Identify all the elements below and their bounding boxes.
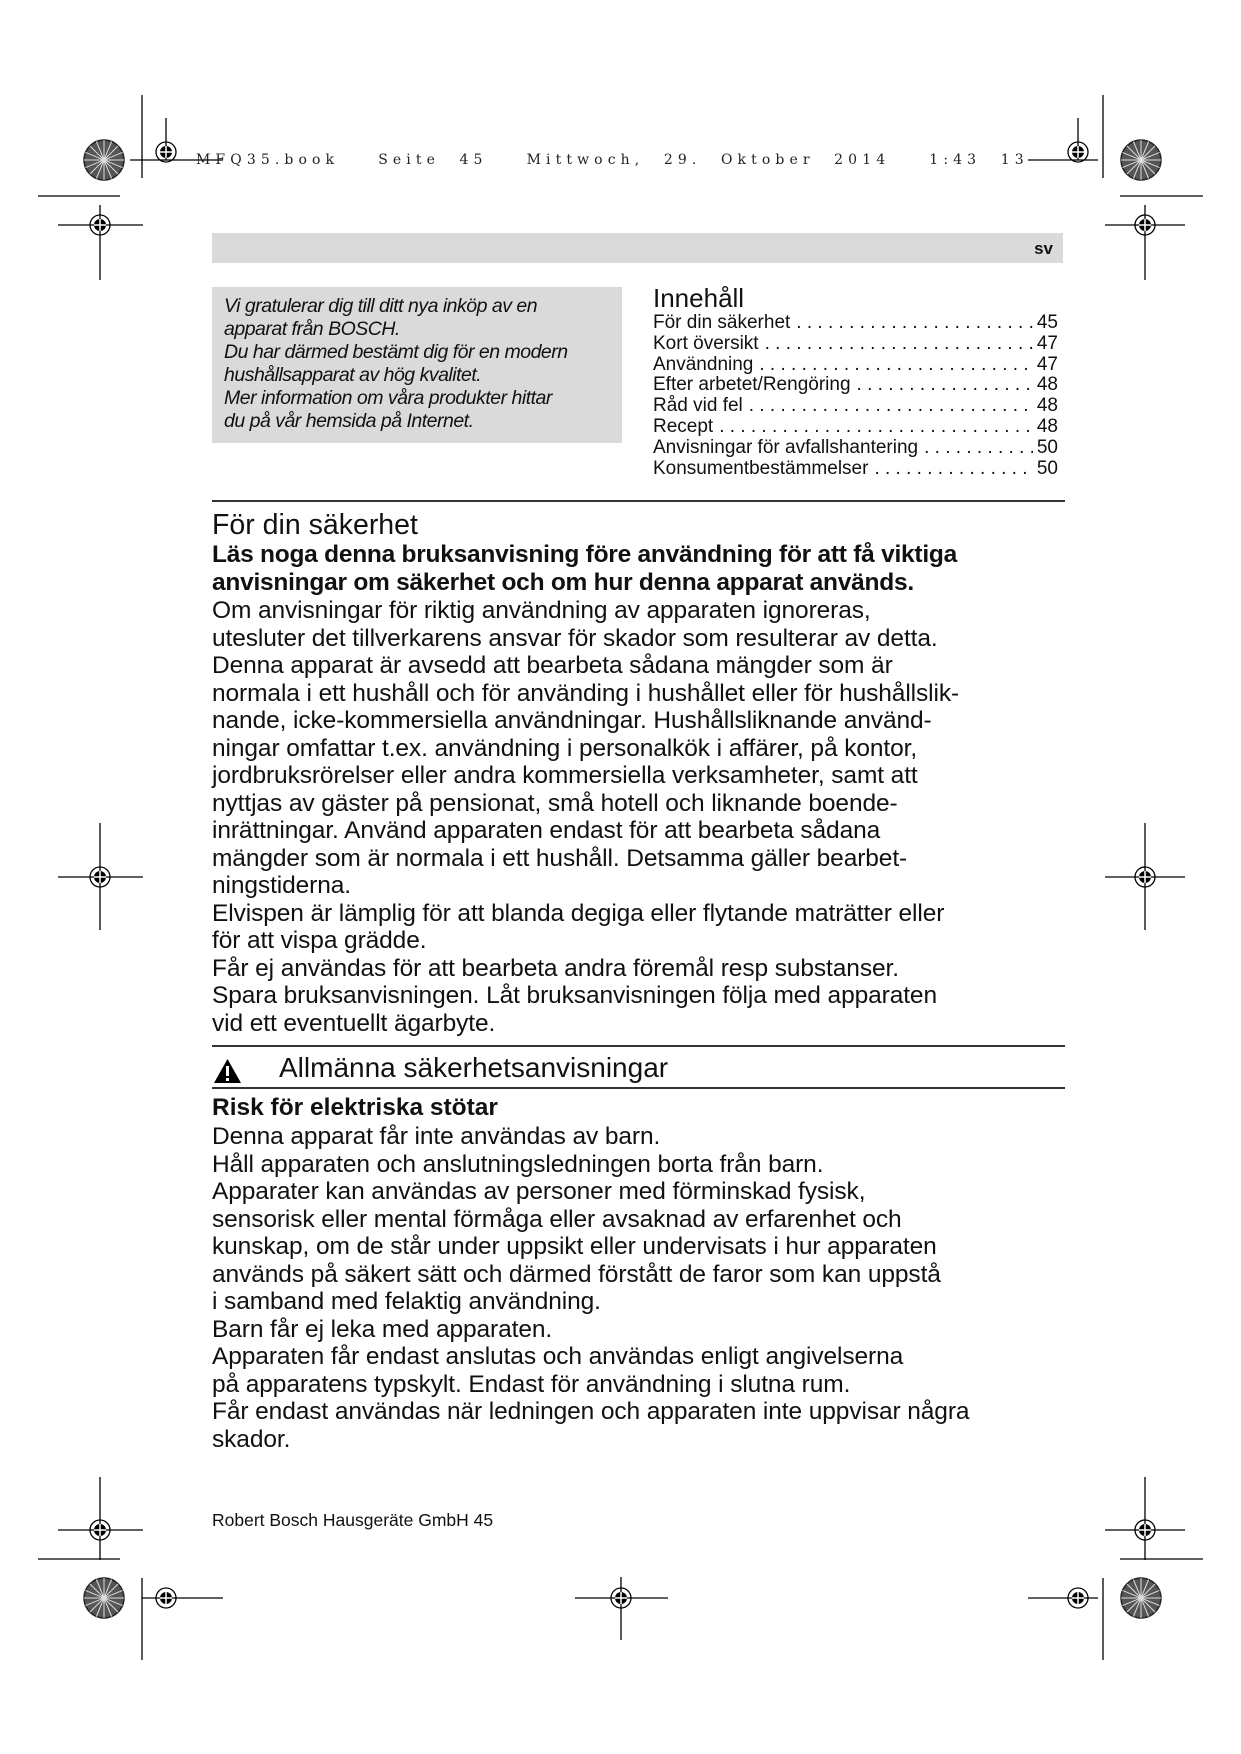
- toc-entry[interactable]: [653, 459, 1058, 480]
- toc-entry-label: Råd vid fel: [653, 395, 743, 417]
- table-of-contents: [653, 283, 1058, 479]
- toc-entry-label: Användning: [653, 353, 754, 375]
- text-line: Får ej användas för att bearbeta andra föremål resp substanser.: [212, 954, 899, 982]
- intro-line: Mer information om våra produkter hittar: [224, 387, 552, 409]
- intro-line: du på vår hemsida på Internet.: [224, 410, 474, 432]
- text-line: inrättningar. Använd apparaten endast för att bearbeta sådana: [212, 817, 881, 844]
- toc-entry-label: Anvisningar för avfallshantering: [653, 436, 919, 458]
- text-line: för att vispa grädde.: [212, 927, 427, 954]
- text-line: normala i ett hushåll och för använding i hushållet eller för hushållslik-: [212, 679, 960, 707]
- text-line: används på säkert sätt och därmed förstått de faror som kan uppstå: [212, 1260, 941, 1288]
- text-line: vid ett eventuellt ägarbyte.: [212, 1009, 496, 1037]
- intro-line: Vi gratulerar dig till ditt nya inköp av en: [224, 295, 538, 317]
- text-line: Denna apparat får inte användas av barn.: [212, 1123, 661, 1150]
- divider: [212, 1045, 1065, 1047]
- text-line: ningstiderna.: [212, 872, 351, 899]
- subsection-title: Allmänna säkerhetsanvisningar: [279, 1052, 669, 1083]
- warning-icon: [213, 1058, 242, 1084]
- text-line: nyttjas av gäster på pensionat, små hotell och liknande boende-: [212, 789, 898, 817]
- toc-entry-page: 45: [1036, 312, 1058, 333]
- toc-entry-label: Efter arbetet/Rengöring: [653, 374, 851, 396]
- page-footer: Robert Bosch Hausgeräte GmbH 45: [212, 1510, 494, 1530]
- toc-entry-label: Konsumentbestämmelser: [653, 457, 869, 479]
- toc-entry[interactable]: [653, 438, 1058, 459]
- text-line: Apparater kan användas av personer med förminskad fysisk,: [212, 1178, 866, 1205]
- toc-entry-page: 47: [1036, 332, 1058, 354]
- text-line: utesluter det tillverkarens ansvar för skador som resulterar av detta.: [212, 624, 938, 652]
- text-line: Denna apparat är avsedd att bearbeta sådana mängder som är: [212, 652, 893, 679]
- text-line: i samband med felaktig användning.: [212, 1288, 601, 1315]
- text-line: kunskap, om de står under uppsikt eller undervisats i hur apparaten: [212, 1233, 937, 1260]
- toc-entry[interactable]: [653, 396, 1058, 417]
- intro-line: Du har därmed bestämt dig för en modern: [224, 341, 568, 363]
- safety-intro: [212, 541, 957, 596]
- toc-entry[interactable]: [653, 334, 1058, 355]
- divider: [212, 500, 1065, 502]
- toc-entry-label: Recept: [653, 415, 714, 437]
- text-line: på apparatens typskylt. Endast för användning i slutna rum.: [212, 1370, 851, 1398]
- text-line: Om anvisningar för riktig användning av apparaten ignoreras,: [212, 597, 871, 624]
- risk-heading: Risk för elektriska stötar: [212, 1094, 498, 1121]
- toc-title: Innehåll: [653, 283, 745, 313]
- text-line: Elvispen är lämplig för att blanda degiga eller flytande maträtter eller: [212, 899, 945, 927]
- text-line: Barn får ej leka med apparaten.: [212, 1315, 553, 1343]
- print-slug-line: MFQ35.book Seite 45 Mittwoch, 29. Oktober 2014 1:43 13: [196, 152, 1029, 168]
- text-line: mängder som är normala i ett hushåll. Detsamma gäller bearbet-: [212, 844, 908, 872]
- toc-entry-page: 48: [1036, 395, 1058, 417]
- toc-entry[interactable]: [653, 355, 1058, 376]
- safety-body: [212, 597, 959, 1037]
- intro-line: apparat från BOSCH.: [224, 318, 400, 340]
- general-body: [212, 1123, 969, 1453]
- toc-entry-page: 48: [1036, 415, 1058, 437]
- text-line: sensorisk eller mental förmåga eller avsaknad av erfarenhet och: [212, 1205, 902, 1233]
- language-bar: [212, 233, 1063, 263]
- text-line: anvisningar om säkerhet och om hur denna apparat används.: [212, 568, 914, 596]
- toc-entry-label: Kort översikt: [653, 332, 759, 354]
- text-line: Apparaten får endast anslutas och användas enligt angivelserna: [212, 1343, 904, 1370]
- text-line: Spara bruksanvisningen. Låt bruksanvisningen följa med apparaten: [212, 982, 937, 1009]
- toc-entry[interactable]: [653, 417, 1058, 438]
- divider: [212, 1087, 1065, 1089]
- text-line: nande, icke-kommersiella användningar. Hushållsliknande använd-: [212, 707, 932, 734]
- language-code: sv: [1034, 239, 1053, 258]
- intro-line: hushållsapparat av hög kvalitet.: [224, 364, 482, 386]
- text-line: Får endast användas när ledningen och apparaten inte uppvisar några: [212, 1398, 970, 1425]
- text-line: Läs noga denna bruksanvisning före användning för att få viktiga: [212, 541, 957, 568]
- section-title: För din säkerhet: [212, 509, 418, 541]
- toc-entry-label: För din säkerhet: [653, 312, 791, 333]
- toc-entry-page: 47: [1036, 353, 1058, 375]
- toc-entry[interactable]: [653, 375, 1058, 396]
- text-line: skador.: [212, 1425, 291, 1453]
- text-line: Håll apparaten och anslutningsledningen borta från barn.: [212, 1150, 824, 1178]
- toc-entry-page: 50: [1036, 457, 1058, 479]
- text-line: jordbruksrörelser eller andra kommersiella verksamheter, samt att: [212, 762, 918, 789]
- toc-entry-page: 50: [1036, 436, 1058, 458]
- toc-entry[interactable]: [653, 313, 1058, 334]
- toc-entry-page: 48: [1036, 374, 1058, 396]
- text-line: ningar omfattar t.ex. användning i personalkök i affärer, på kontor,: [212, 734, 918, 762]
- intro-box: [212, 287, 622, 443]
